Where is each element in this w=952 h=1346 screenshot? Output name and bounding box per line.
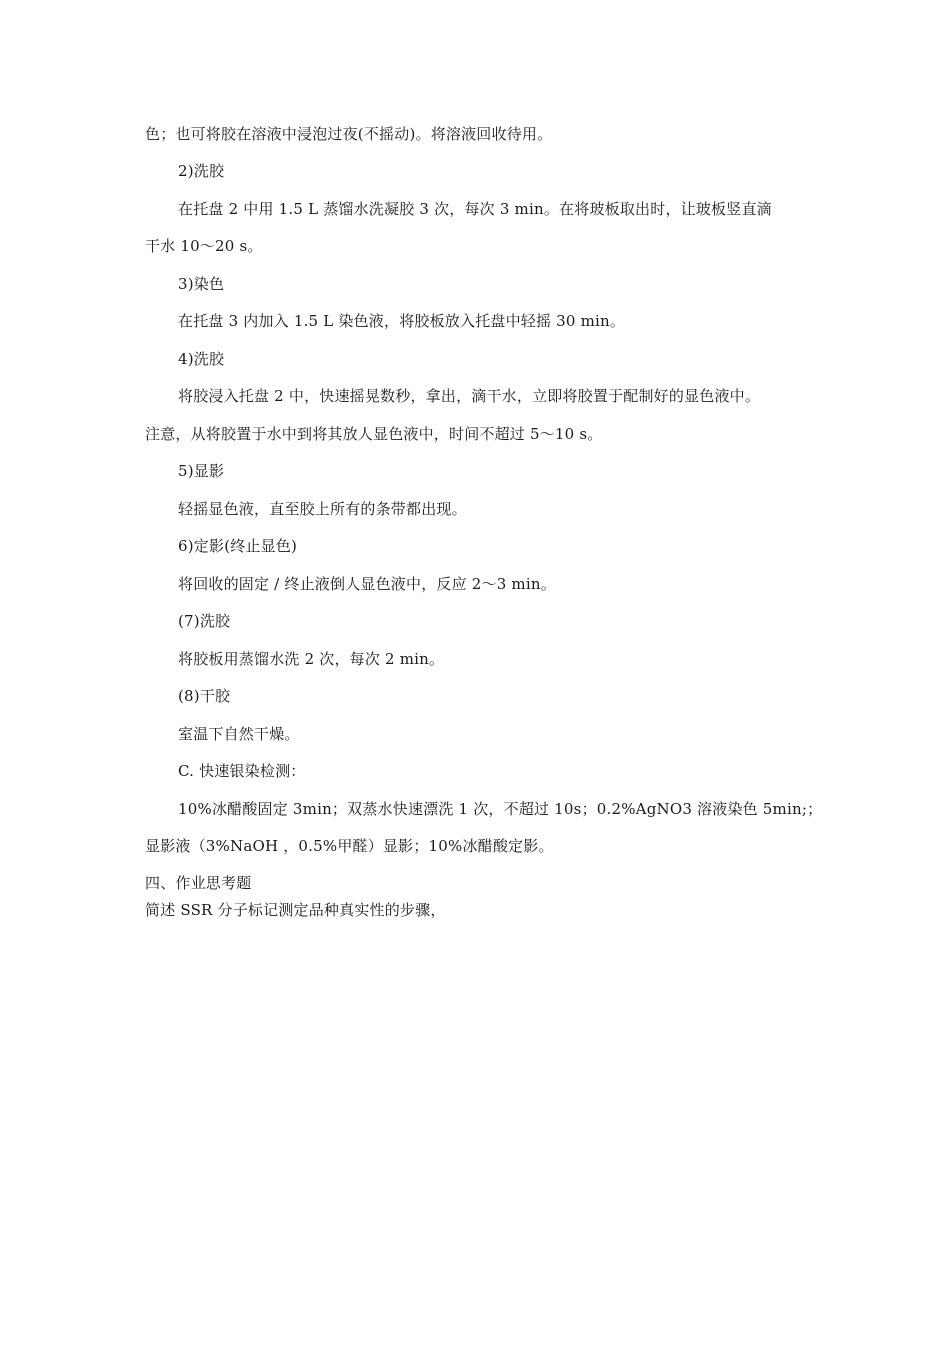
section-heading: C. 快速银染检测： [178, 762, 306, 780]
step-heading: (8)干胶 [178, 687, 231, 705]
step-heading: 3)染色 [178, 275, 225, 293]
text-line: 简述 SSR 分子标记测定品种真实性的步骤， [145, 901, 446, 919]
text-line: 在托盘 2 中用 1.5 L 蒸馏水洗凝胶 3 次，每次 3 min。在将玻板取出时，让玻板竖直滴 [178, 200, 772, 218]
step-heading: 5)显影 [178, 462, 225, 480]
text-line: 在托盘 3 内加入 1.5 L 染色液，将胶板放入托盘中轻摇 30 min。 [178, 312, 626, 330]
step-heading: 4)洗胶 [178, 350, 225, 368]
section-heading: 四、作业思考题 [145, 874, 252, 892]
text-line: 将胶浸入托盘 2 中，快速摇晃数秒，拿出，滴干水，立即将胶置于配制好的显色液中。 [178, 387, 761, 405]
text-line: 注意，从将胶置于水中到将其放人显色液中，时间不超过 5～10 s。 [145, 425, 603, 443]
text-line: 显影液（3%NaOH ，0.5%甲醛）显影；10%冰醋酸定影。 [145, 837, 554, 855]
text-line: 室温下自然干燥。 [178, 725, 300, 743]
text-line: 将回收的固定 / 终止液倒人显色液中，反应 2～3 min。 [178, 575, 556, 593]
step-heading: (7)洗胶 [178, 612, 231, 630]
step-heading: 6)定影(终止显色) [178, 537, 298, 555]
text-line: 10%冰醋酸固定 3min；双蒸水快速漂洗 1 次，不超过 10s；0.2%AgNO3 溶液染色 5min;； [178, 800, 823, 818]
step-heading: 2)洗胶 [178, 162, 225, 180]
text-line: 干水 10～20 s。 [145, 237, 263, 255]
text-line: 色；也可将胶在溶液中浸泡过夜(不摇动)。将溶液回收待用。 [145, 125, 553, 143]
text-line: 将胶板用蒸馏水洗 2 次，每次 2 min。 [178, 650, 445, 668]
text-line: 轻摇显色液，直至胶上所有的条带都出现。 [178, 500, 467, 518]
